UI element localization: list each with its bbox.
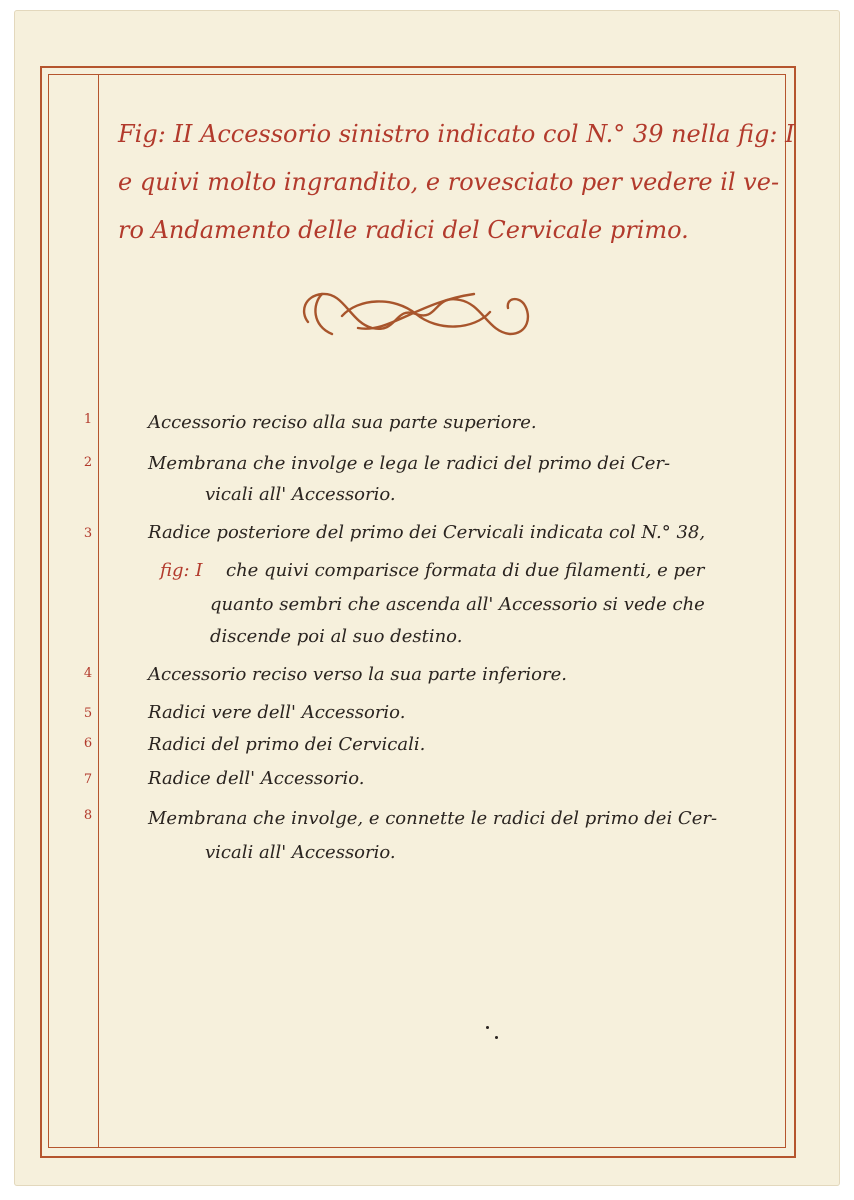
legend-item-8-line-2: vicali all' Accessorio.: [205, 842, 396, 863]
ink-speck: [495, 1036, 498, 1039]
legend-item-2-line-1: Membrana che involge e lega le radici del primo dei Cer-: [148, 453, 671, 474]
legend-item-4-line-1: Accessorio reciso verso la sua parte inferiore.: [148, 664, 567, 685]
ink-speck: [486, 1026, 489, 1029]
margin-rule: [98, 74, 99, 1147]
legend-item-8-line-1: Membrana che involge, e connette le radici del primo dei Cer-: [148, 808, 718, 829]
title-line-1: Fig: II Accessorio sinistro indicato col N.° 39 nella fig: I: [118, 120, 795, 148]
legend-item-7-line-1: Radice dell' Accessorio.: [148, 768, 365, 789]
legend-number-8: 8: [83, 808, 93, 823]
legend-item-3-line-2: che quivi comparisce formata di due filamenti, e per: [226, 560, 705, 581]
decorative-flourish-icon: [298, 282, 534, 346]
title-line-3: ro Andamento delle radici del Cervicale primo.: [118, 216, 689, 244]
legend-item-3-line-1: Radice posteriore del primo dei Cervicali indicata col N.° 38,: [148, 522, 706, 543]
legend-item-3-line-3: quanto sembri che ascenda all' Accessorio si vede che: [210, 594, 705, 615]
legend-item-2-line-2: vicali all' Accessorio.: [205, 484, 396, 505]
legend-number-3: 3: [83, 526, 93, 541]
legend-number-5: 5: [83, 706, 93, 721]
legend-item-3-line-4: discende poi al suo destino.: [210, 626, 463, 647]
legend-number-4: 4: [83, 666, 93, 681]
legend-number-1: 1: [83, 412, 93, 427]
title-line-2: e quivi molto ingrandito, e rovesciato per vedere il ve-: [118, 168, 780, 196]
legend-number-7: 7: [83, 772, 93, 787]
page-title: [118, 110, 795, 254]
legend-item-5-line-1: Radici vere dell' Accessorio.: [148, 702, 406, 723]
legend-number-2: 2: [83, 455, 93, 470]
legend-item-6-line-1: Radici del primo dei Cervicali.: [148, 734, 426, 755]
legend-item-3-fig-ref: fig: I: [160, 560, 203, 581]
legend-item-1-line-1: Accessorio reciso alla sua parte superiore.: [148, 412, 537, 433]
legend-number-6: 6: [83, 736, 93, 751]
